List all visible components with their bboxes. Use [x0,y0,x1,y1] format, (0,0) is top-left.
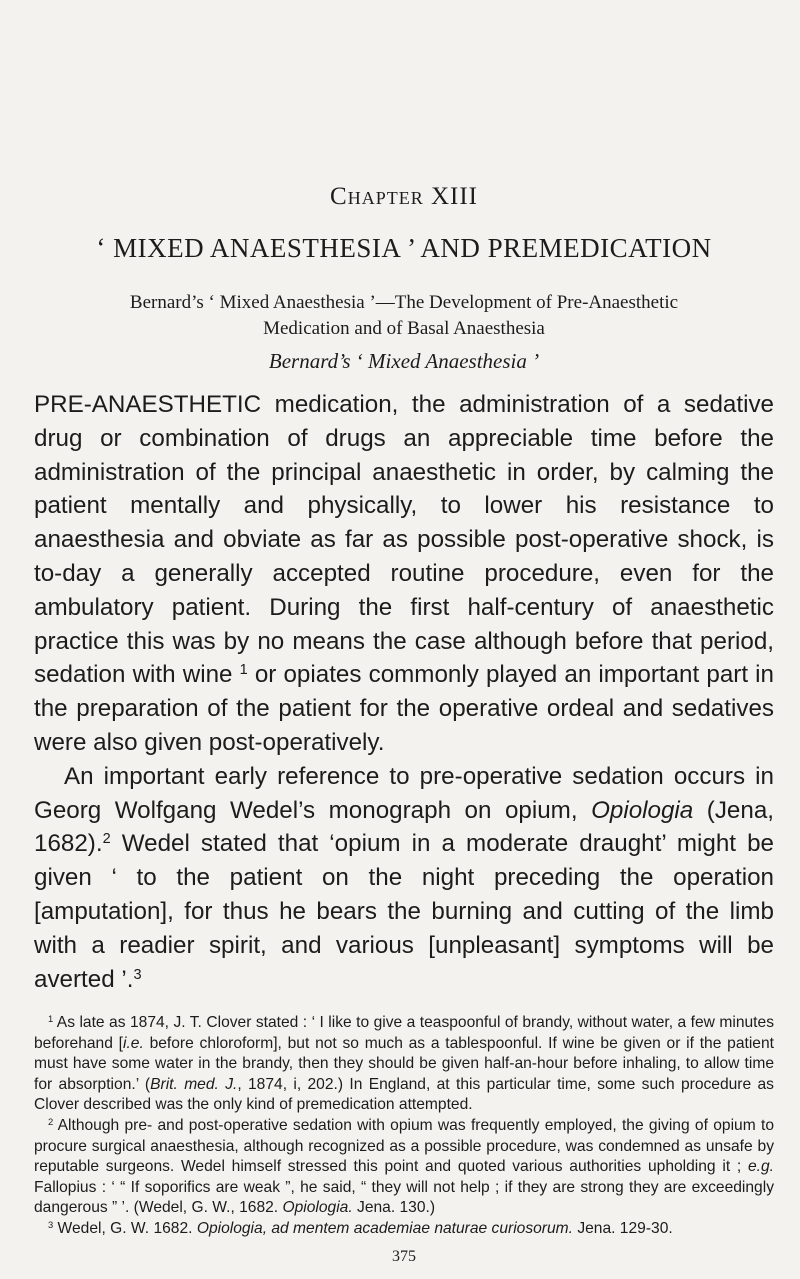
chapter-subtitle: Bernard’s ‘ Mixed Anaesthesia ’—The Development of Pre-Anaesthetic Medication and of Basal Anaesthesia [129,292,679,339]
chapter-title: ‘ MIXED ANAESTHESIA ’ AND PREMEDICATION [96,233,712,263]
lead-word: PRE-ANAESTHETIC [34,391,262,418]
chapter-heading: Chapter XIII [330,183,478,210]
body-text [34,388,774,996]
section-heading: Bernard’s ‘ Mixed Anaesthesia ’ [268,349,540,373]
footnote-1: $^1$ As late as 1874, J. T. Clover stated : ‘ I like to give a teaspoonful of brandy, without water, a few minutes beforehand [i.e. before chloroform], but not so much as a tablespoonful. If wine be given or if the patient must have some water in the brandy, then they should be given half-an-hour before inhaling, to allow time for absorption.’ (Brit. med. J., 1874, i, 202.) In England, at this particular time, some such procedure as Clover described was the only kind of premedication attempted. [34,1013,774,1114]
book-page [34,0,774,1279]
footnote-ref-1[interactable]: 1 [239,662,248,679]
footnotes [34,1013,774,1240]
paragraph-2: An important early reference to pre-operative sedation occurs in Georg Wolfgang Wedel’s monograph on opium, Opiologia (Jena, 1682).$^2$ Wedel stated that ‘opium in a moderate draught’ might be given ‘ to the patient on the night preceding the operation [amputation], for thus he bears the burning and cutting of the limb with a readier spirit, and various [unpleasant] symptoms will be averted ’.$^3$ [34,762,775,993]
footnote-3: $^3$ Wedel, G. W. 1682. Opiologia, ad mentem academiae naturae curiosorum. Jena. 129-30. [48,1219,673,1237]
book-title: Opiologia [591,796,694,824]
footnote-ref-3[interactable]: 3 [133,966,142,983]
paragraph-1: PRE-ANAESTHETIC medication, the administration of a sedative drug or combination of drugs an appreciable time before the administration of the principal anaesthetic in order, by calming the patient mentally and physically, to lower his resistance to anaesthesia and obviate as far as possible post-operative shock, is to-day a generally accepted routine procedure, even for the ambulatory patient. During the first half-century of anaesthetic practice this was by no means the case although before that period, sedation with wine $^1$ or opiates commonly played an important part in the preparation of the patient for the operative ordeal and sedatives were also given post-operatively. [34,391,775,756]
footnote-ref-2[interactable]: 2 [102,831,111,848]
page-number: 375 [392,1248,416,1265]
footnote-2: $^2$ Although pre- and post-operative sedation with opium was frequently employed, the giving of opium to procure surgical anaesthesia, although recognized as a possible procedure, was condemned as unsafe by reputable surgeons. Wedel himself stressed this point and quoted various authorities upholding it ; e.g. Fallopius : ‘ “ If soporifics are weak ”, he said, “ they will not help ; if they are strong they are exceedingly dangerous ” ’. (Wedel, G. W., 1682. Opiologia. Jena. 130.) [34,1116,774,1217]
